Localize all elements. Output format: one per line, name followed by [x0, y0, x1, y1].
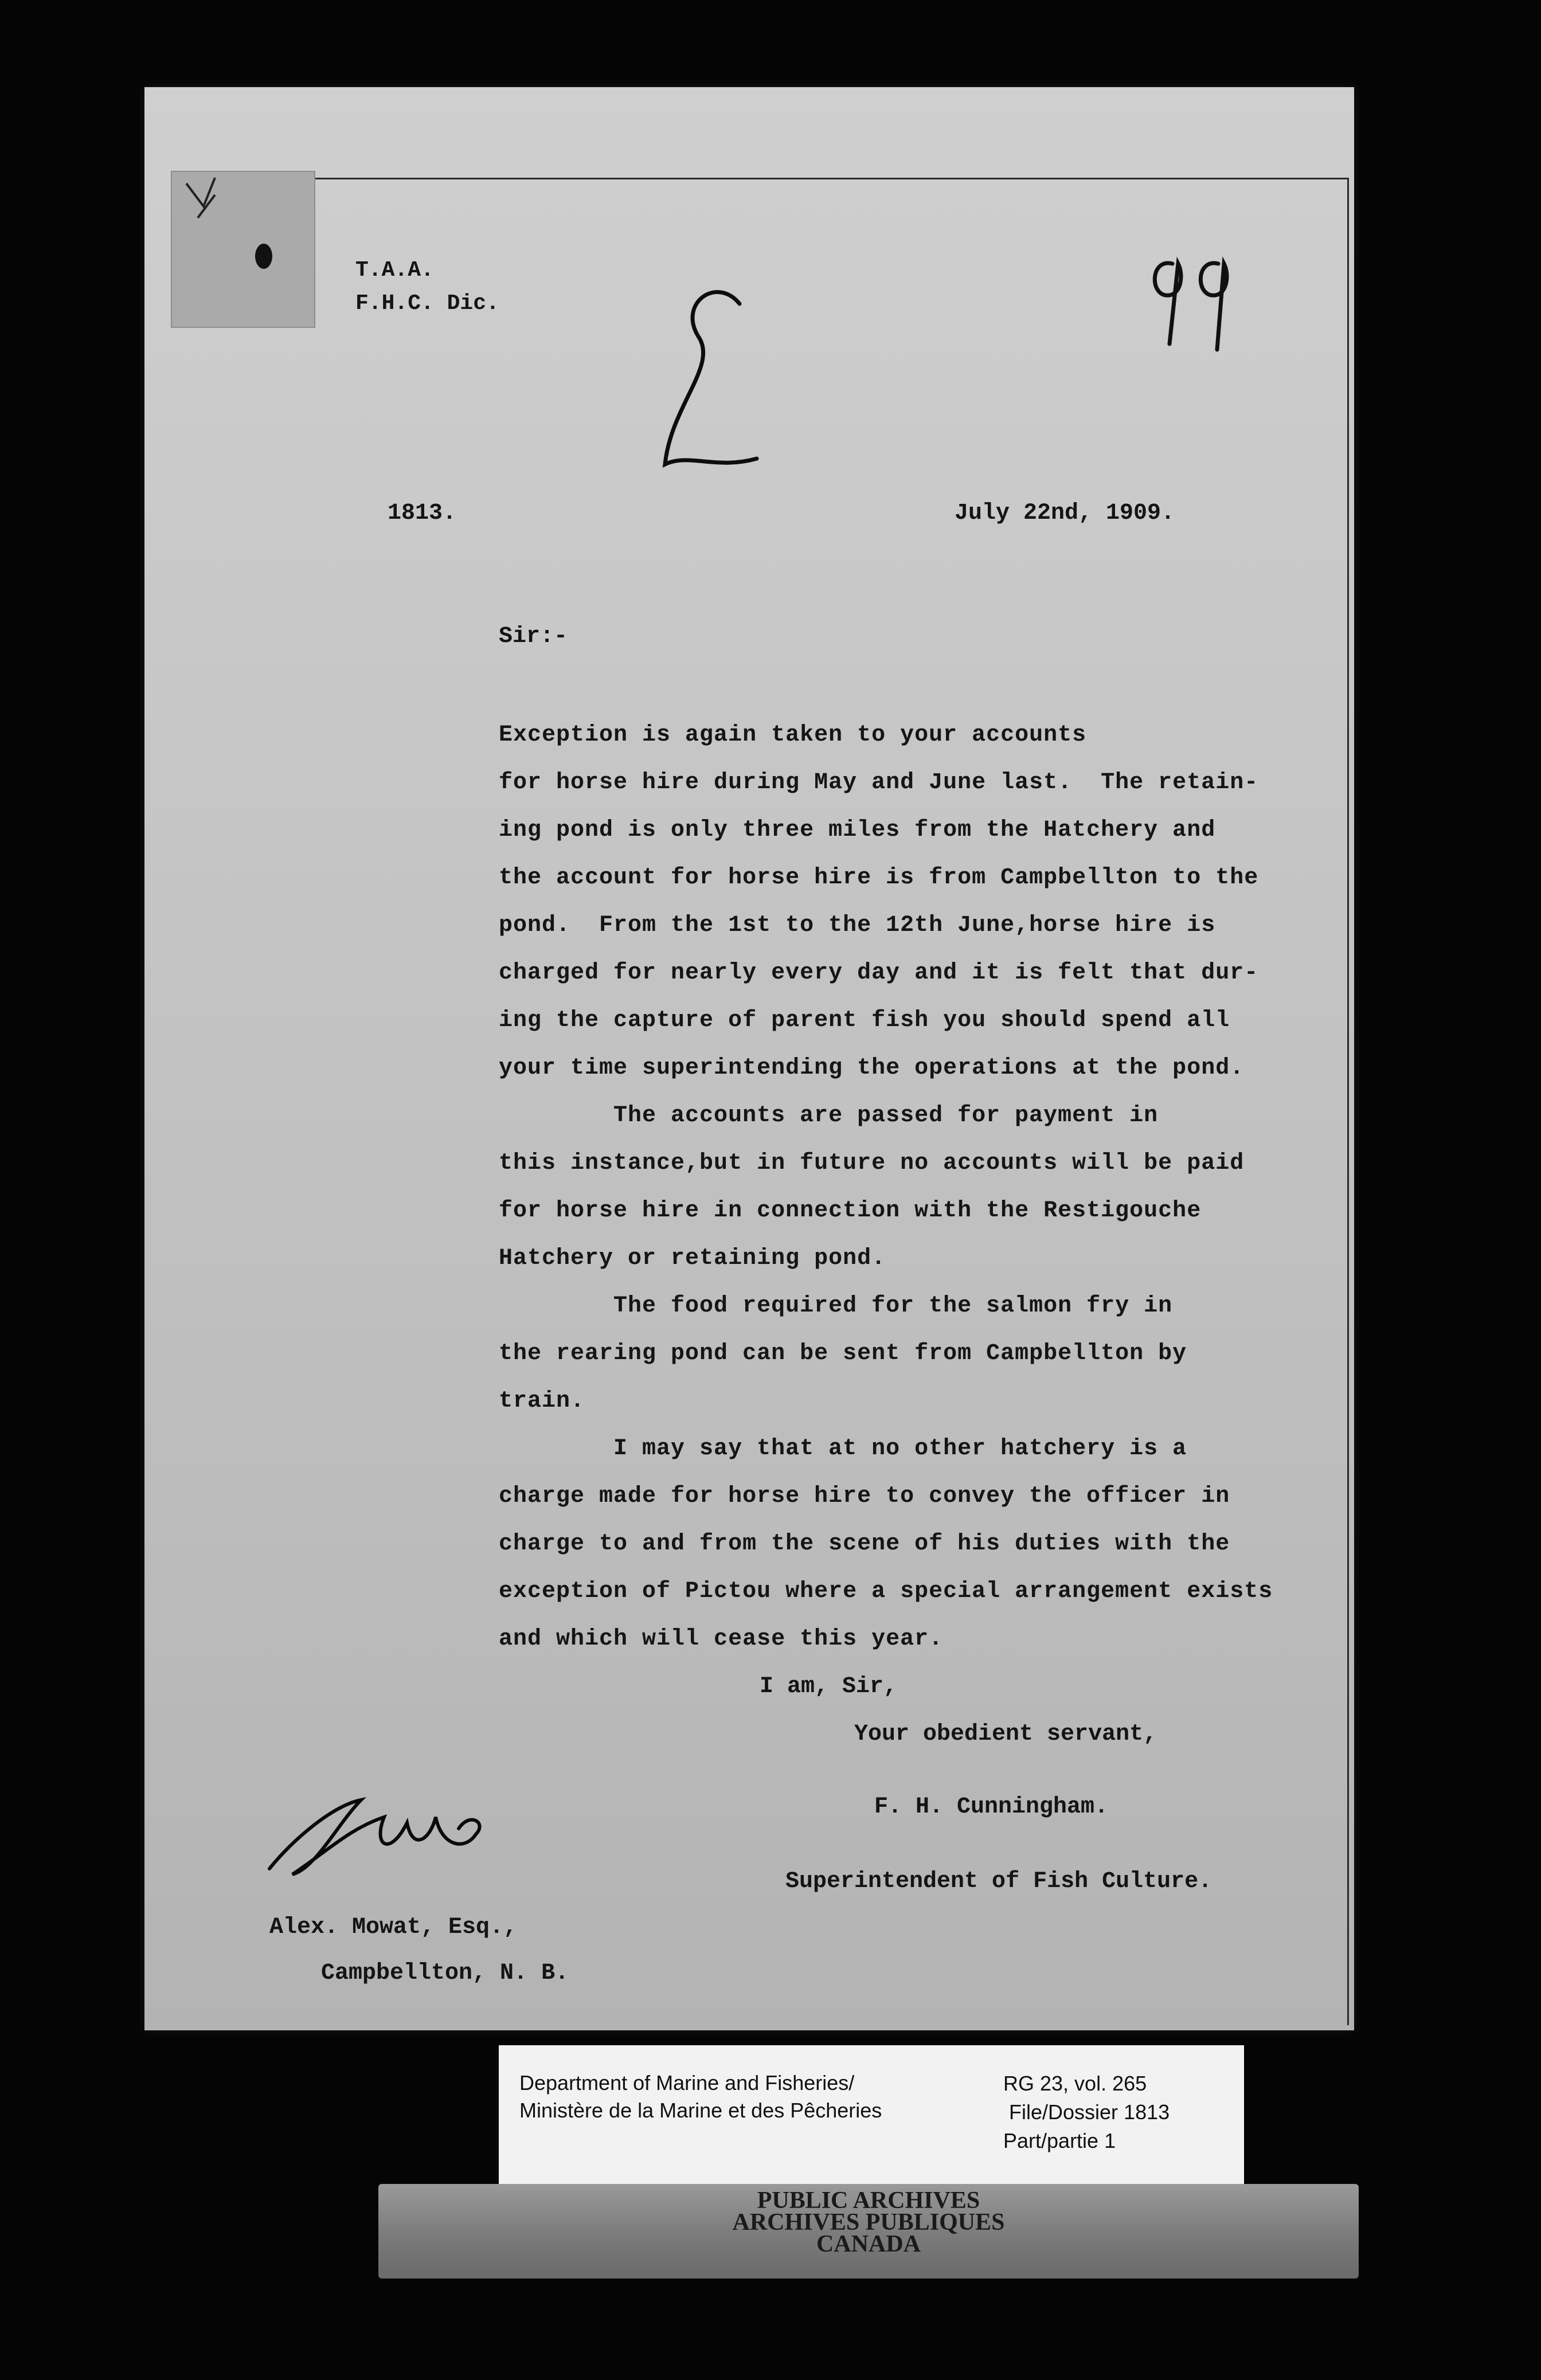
body-line: pond. From the 1st to the 12th June,horse hire is	[499, 913, 1216, 938]
archive-reference: RG 23, vol. 265 File/Dossier 1813 Part/partie 1	[1003, 2072, 1170, 2152]
body-line: The food required for the salmon fry in	[499, 1293, 1173, 1319]
stamp-line-2: ARCHIVES PUBLIQUES	[732, 2209, 1005, 2236]
body-line: for horse hire during May and June last. The retain-	[499, 770, 1259, 796]
signer-name: F. H. Cunningham.	[874, 1794, 1109, 1820]
initials-line-1: T.A.A.	[355, 258, 434, 283]
body-line: the account for horse hire is from Campbellton to the	[499, 865, 1259, 891]
salutation: Sir:-	[499, 624, 568, 649]
body-line: charge made for horse hire to convey the officer in	[499, 1483, 1230, 1509]
initials-line-2: F.H.C. Dic.	[355, 291, 499, 316]
body-line: your time superintending the operations at the pond.	[499, 1055, 1245, 1081]
file-number: 1813.	[388, 500, 457, 526]
body-line: I may say that at no other hatchery is a	[499, 1436, 1187, 1462]
body-line: charged for nearly every day and it is felt that dur-	[499, 960, 1259, 986]
handwritten-page-number	[1138, 241, 1241, 355]
body-line: ing pond is only three miles from the Hatchery and	[499, 817, 1216, 843]
letter-date: July 22nd, 1909.	[955, 500, 1175, 526]
body-line: for horse hire in connection with the Restigouche	[499, 1198, 1202, 1224]
body-line: and which will cease this year.	[499, 1626, 944, 1652]
closing-line-2: Your obedient servant,	[854, 1721, 1157, 1747]
recipient-name: Alex. Mowat, Esq.,	[269, 1915, 518, 1940]
body-line: exception of Pictou where a special arrangement exists	[499, 1579, 1273, 1604]
handwritten-signature	[258, 1783, 499, 1886]
body-line: charge to and from the scene of his duties with the	[499, 1531, 1230, 1557]
body-line: this instance,but in future no accounts will be paid	[499, 1150, 1245, 1176]
body-line: The accounts are passed for payment in	[499, 1103, 1159, 1129]
corner-scribble	[181, 172, 249, 241]
handwritten-mark	[654, 269, 768, 499]
punch-hole	[255, 244, 272, 269]
signer-title: Superintendent of Fish Culture.	[785, 1869, 1213, 1894]
body-line: the rearing pond can be sent from Campbellton by	[499, 1341, 1187, 1367]
archives-stamp	[378, 2184, 1359, 2279]
body-line: train.	[499, 1388, 585, 1414]
stamp-line-3: CANADA	[816, 2231, 921, 2257]
stamp-line-1: PUBLIC ARCHIVES	[757, 2187, 980, 2214]
recipient-place: Campbellton, N. B.	[321, 1960, 569, 1986]
body-line: Hatchery or retaining pond.	[499, 1246, 886, 1271]
department-name: Department of Marine and Fisheries/ Ministère de la Marine et des Pêcheries	[519, 2071, 882, 2122]
body-line: ing the capture of parent fish you should spend all	[499, 1008, 1230, 1034]
body-line: Exception is again taken to your accounts	[499, 722, 1087, 748]
closing-line-1: I am, Sir,	[760, 1674, 898, 1700]
archive-label	[499, 2045, 1244, 2189]
